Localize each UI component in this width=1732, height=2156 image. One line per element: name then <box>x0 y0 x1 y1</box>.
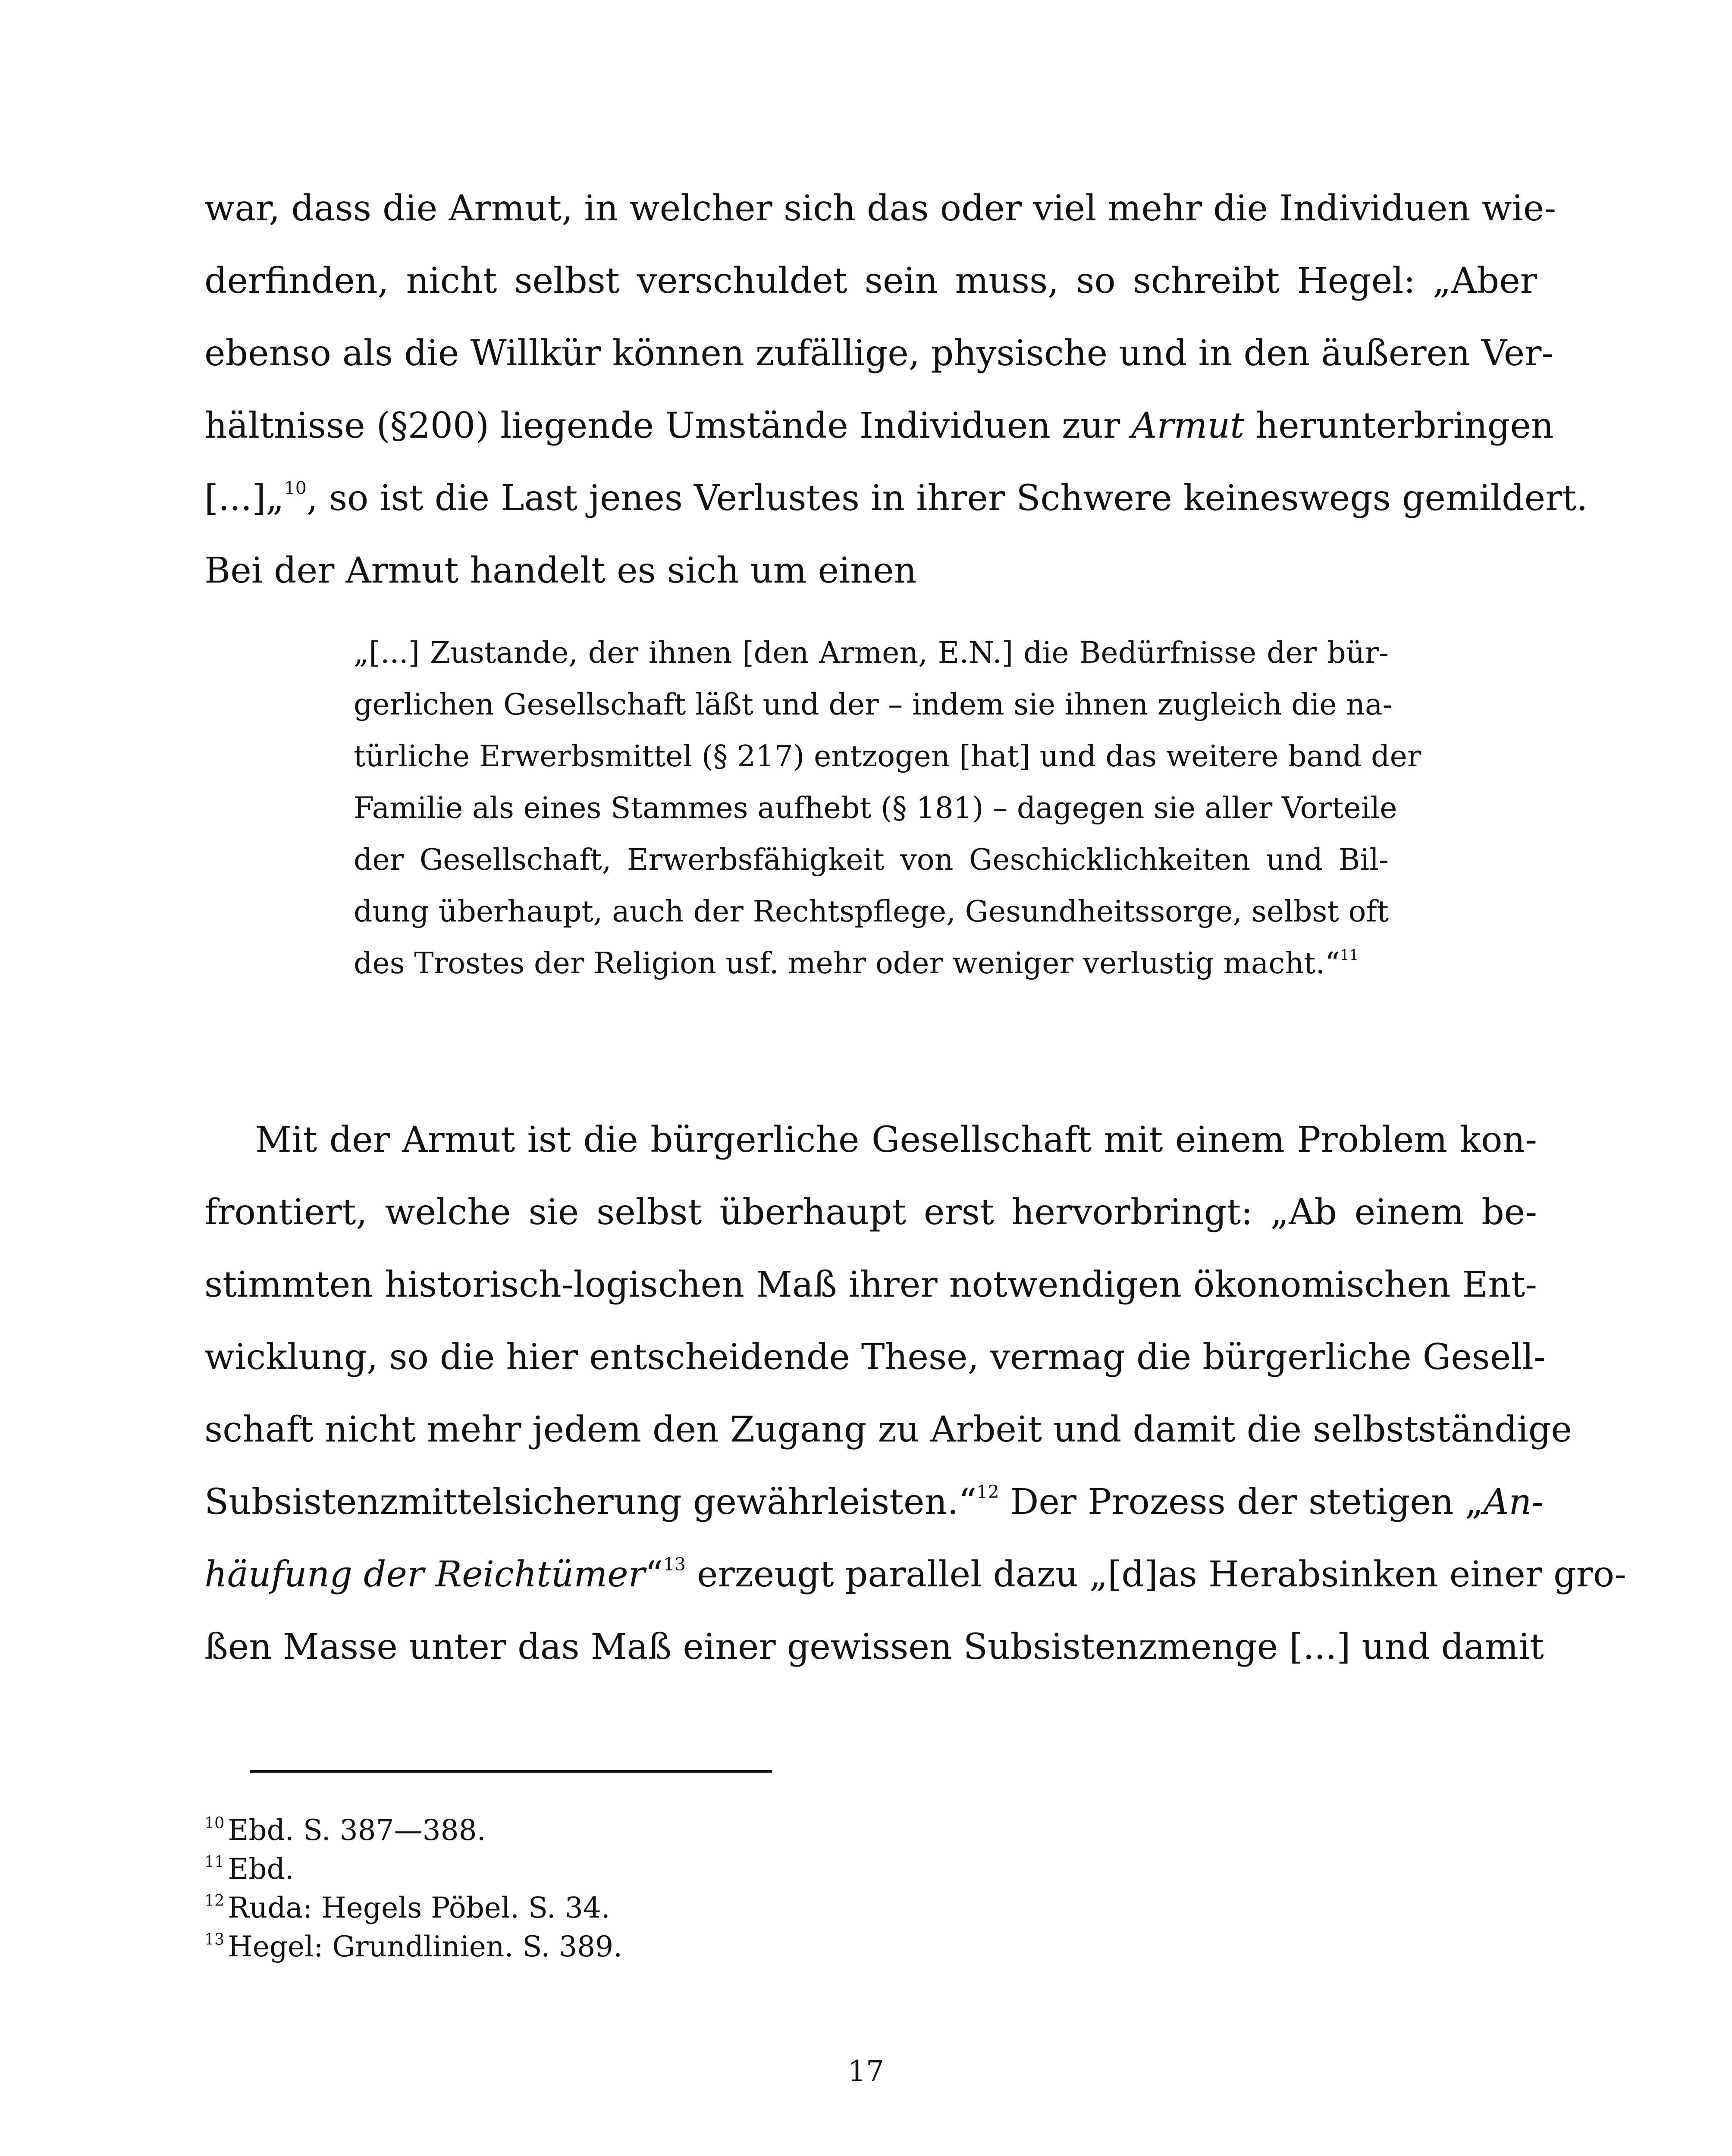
text-line: Bei der Armut handelt es sich um einen <box>204 550 917 591</box>
footnote <box>204 1889 622 1927</box>
footnote-marker: 13 <box>663 1554 686 1575</box>
text-line: frontiert, welche sie selbst überhaupt erst hervorbringt: „Ab einem be- <box>204 1192 1537 1233</box>
paragraph-1 <box>204 172 1588 607</box>
text-line: stimmten historisch-logischen Maß ihrer notwendigen ökonomischen Ent- <box>204 1264 1537 1305</box>
footnote-marker: 10 <box>284 478 307 499</box>
footnote-marker: 12 <box>976 1482 999 1503</box>
footnote-marker: 11 <box>1340 946 1359 964</box>
emphasis: Armut <box>1131 405 1245 446</box>
paragraph-2 <box>204 1104 1626 1683</box>
text-span: herunterbringen <box>1244 405 1554 446</box>
footnote-number: 10 <box>204 1813 225 1832</box>
footnote-number: 13 <box>204 1930 225 1949</box>
text-line: war, dass die Armut, in welcher sich das oder viel mehr die Individuen wie- <box>204 188 1556 229</box>
quote-line: dung überhaupt, auch der Rechtspflege, Gesundheitssorge, selbst oft <box>354 895 1389 929</box>
text-span: erzeugt parallel dazu „[d]as Herabsinken einer gro- <box>685 1554 1626 1595</box>
text-span: , so ist die Last jenes Verlustes in ihrer Schwere keineswegs gemildert. <box>306 478 1588 519</box>
text-line <box>204 390 1554 462</box>
footnote-text: Hegel: Grundlinien. S. 389. <box>228 1930 623 1963</box>
text-line <box>204 462 1588 535</box>
text-span: hältnisse (§200) liegende Umstände Individuen zur <box>204 405 1132 446</box>
quote-line: gerlichen Gesellschaft läßt und der – indem sie ihnen zugleich die na- <box>354 688 1393 722</box>
text-line: schaft nicht mehr jedem den Zugang zu Arbeit und damit die selbstständige <box>204 1409 1572 1450</box>
footnote-text: Ebd. <box>228 1852 294 1886</box>
text-span: [...]„ <box>204 478 284 519</box>
quote-line <box>354 938 1389 990</box>
emphasis: An- <box>1483 1482 1544 1523</box>
footnote-text: Ebd. S. 387—388. <box>228 1814 486 1847</box>
block-quote <box>354 627 1421 990</box>
quote-line: Familie als eines Stammes aufhebt (§ 181) – dagegen sie aller Vorteile <box>354 791 1397 825</box>
quote-line: der Gesellschaft, Erwerbsfähigkeit von Geschicklichkeiten und Bil- <box>354 843 1389 877</box>
text-line <box>204 1539 1626 1611</box>
emphasis: häufung der Reichtümer <box>204 1554 645 1595</box>
footnote-separator <box>250 1770 772 1773</box>
footnote <box>204 1811 622 1850</box>
text-line <box>204 1466 1544 1539</box>
text-span: des Trostes der Religion usf. mehr oder weniger verlustig macht.“ <box>354 946 1340 981</box>
quote-line: türliche Erwerbsmittel (§ 217) entzogen [hat] und das weitere band der <box>354 740 1421 774</box>
footnotes <box>204 1811 622 1966</box>
text-line: wicklung, so die hier entscheidende These, vermag die bürgerliche Gesell- <box>204 1337 1546 1378</box>
text-span: Der Prozess der stetigen „ <box>999 1482 1484 1523</box>
footnote-text: Ruda: Hegels Pöbel. S. 34. <box>228 1891 610 1924</box>
footnote <box>204 1927 622 1966</box>
footnote <box>204 1850 622 1889</box>
page-number: 17 <box>848 2055 884 2088</box>
text-span: Subsistenzmittelsicherung gewährleisten.“ <box>204 1482 977 1523</box>
footnote-number: 11 <box>204 1852 225 1871</box>
text-line: ßen Masse unter das Maß einer gewissen Subsistenzmenge [...] und damit <box>204 1626 1544 1667</box>
text-line: derfinden, nicht selbst verschuldet sein muss, so schreibt Hegel: „Aber <box>204 260 1537 301</box>
quote-line: „[...] Zustande, der ihnen [den Armen, E.N.] die Bedürfnisse der bür- <box>354 636 1389 670</box>
footnote-number: 12 <box>204 1891 225 1910</box>
text-line: ebenso als die Willkür können zufällige, physische und in den äußeren Ver- <box>204 333 1554 374</box>
text-span: “ <box>645 1554 663 1595</box>
text-line: Mit der Armut ist die bürgerliche Gesellschaft mit einem Problem kon- <box>255 1119 1537 1160</box>
